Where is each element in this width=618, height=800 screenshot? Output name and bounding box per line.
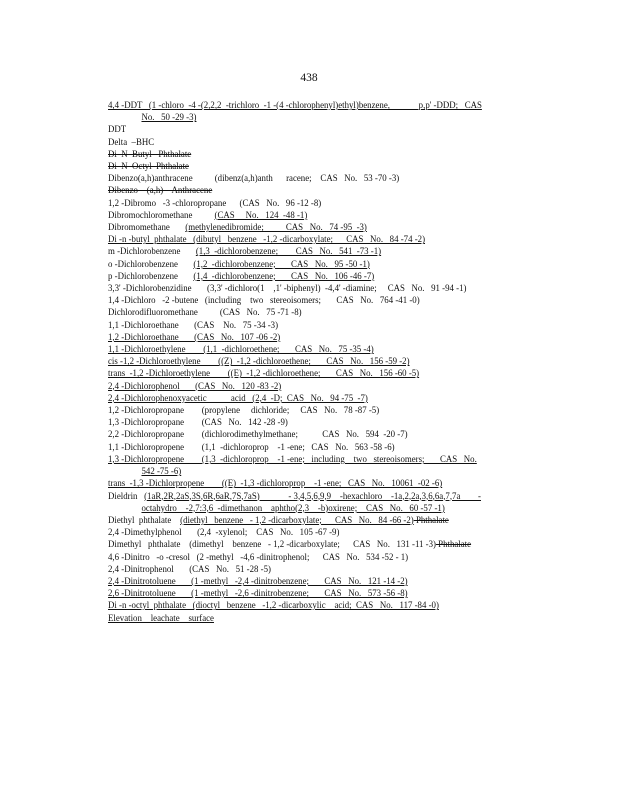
entry-text-segment: 3,3' -Dichlorobenzidine (3,3' -dichloro(1 ,1' -biphenyl) -4,4' -diamine; CAS No. 91 -94 -1): [108, 284, 467, 295]
entry-text-segment: Diethyl phthalate: [108, 515, 181, 526]
entry-line: [108, 161, 506, 173]
entry-line: [108, 381, 506, 393]
entry-text-segment: 1,2 -Dichloropropane (propylene dichloride; CAS No. 78 -87 -5): [108, 406, 380, 417]
entry-text-segment: 2,4 -Dichlorophenoxyacetic acid (2,4 -D; CAS No. 94 -75 -7): [108, 393, 368, 404]
entry-line: [108, 124, 506, 136]
entry-text-segment: Dieldrin: [108, 491, 145, 502]
entry-line: [108, 613, 506, 625]
chemical-entry-list: [108, 100, 506, 625]
entry-text-segment: DDT: [108, 125, 127, 136]
entry-line: [108, 405, 506, 417]
entry-line: [108, 173, 506, 185]
entry-text-segment: Di N Butyl Phthalate: [108, 149, 192, 160]
entry-text-segment: Delta –BHC: [108, 137, 155, 148]
entry-text-segment: Di N Octyl Phthalate: [108, 162, 189, 173]
entry-line: [108, 600, 506, 612]
entry-line: [108, 393, 506, 405]
entry-line: [108, 246, 506, 258]
entry-line: [108, 185, 506, 197]
entry-text-segment: Di -n -octyl phthalate (dioctyl benzene -1,2 -dicarboxylic acid; CAS No. 117 -84 -0): [108, 601, 439, 612]
entry-line: [108, 576, 506, 588]
entry-line: [108, 527, 506, 539]
entry-line: [108, 332, 506, 344]
entry-line: [108, 234, 506, 246]
entry-text-segment: Dimethyl phthalate (dimethyl benzene - 1,2 -dicarboxylate; CAS No. 131 -11 -3): [108, 540, 436, 551]
entry-text-segment: Dibenzo (a,h) Anthracene: [108, 186, 213, 197]
entry-line: [108, 552, 506, 564]
entry-text-segment: 1,1 -Dichloropropene (1,1 -dichloroprop -1 -ene; CAS No. 563 -58 -6): [108, 442, 395, 453]
entry-text-segment: Dibenzo(a,h)anthracene (dibenz(a,h)anth racene; CAS No. 53 -70 -3): [108, 174, 400, 185]
entry-line: [108, 368, 506, 380]
entry-line: [108, 491, 506, 515]
entry-line: [108, 564, 506, 576]
entry-line: [108, 149, 506, 161]
entry-text-segment: 1,2 -Dibromo -3 -chloropropane (CAS No. 96 -12 -8): [108, 198, 322, 209]
entry-text-segment: o -Dichlorobenzene: [108, 259, 194, 270]
entry-continuation: [108, 112, 506, 124]
entry-text-segment: Dichlorodifluoromethane (CAS No. 75 -71 -8): [108, 308, 302, 319]
entry-line: [108, 271, 506, 283]
entry-text-segment: 2,2 -Dichloropropane (dichlorodimethylmethane; CAS No. 594 -20 -7): [108, 430, 408, 441]
entry-text-segment: Di -n -butyl phthalate (dibutyl benzene -1,2 -dicarboxylate; CAS No. 84 -74 -2): [108, 235, 426, 246]
entry-text-segment: Dibromochloromethane: [108, 210, 215, 221]
entry-continuation: [108, 466, 506, 478]
entry-line: [108, 307, 506, 319]
entry-text-segment: p -Dichlorobenzene: [108, 271, 194, 282]
entry-text-segment: Phthalate: [413, 515, 449, 526]
entry-text-segment: 2,4 -Dinitrophenol (CAS No. 51 -28 -5): [108, 564, 271, 575]
entry-text-segment: m -Dichlorobenzene: [108, 247, 196, 258]
entry-text-segment: 542 -75 -6): [141, 467, 182, 478]
entry-text-segment: 4,6 -Dinitro -o -cresol (2 -methyl -4,6 -dinitrophenol; CAS No. 534 -52 - 1): [108, 552, 409, 563]
entry-text-segment: (1,2 -dichlorobenzene; CAS No. 95 -50 -1): [193, 259, 370, 270]
entry-text-segment: 2,6 -Dinitrotoluene (1 -methyl -2,6 -dinitrobenzene; CAS No. 573 -56 -8): [108, 589, 408, 600]
entry-line: [108, 344, 506, 356]
entry-line: [108, 442, 506, 454]
entry-text-segment: trans -1,2 -Dichloroethylene ((E) -1,2 -dichloroethene; CAS No. 156 -60 -5): [108, 369, 420, 380]
entry-text-segment: No. 50 -29 -3): [141, 113, 197, 124]
entry-line: [108, 295, 506, 307]
entry-line: [108, 320, 506, 332]
entry-line: [108, 222, 506, 234]
entry-text-segment: 1,3 -Dichloropropene (1,3 -dichloroprop -1 -ene; including two stereoisomers; CAS No.: [108, 454, 477, 465]
entry-text-segment: (1aR,2R,2aS,3S,6R,6aR,7S,7aS) - 3,4,5,6,9,9 -hexachloro -1a,2,2a,3,6,6a,7,7a -: [144, 491, 482, 502]
entry-line: [108, 259, 506, 271]
entry-line: [108, 198, 506, 210]
entry-text-segment: octahydro -2,7:3,6 -dimethanon aphtho(2,3 -b)oxirene; CAS No. 60 -57 -1): [141, 503, 445, 514]
entry-text-segment: (CAS No. 124 -48 -1): [214, 210, 308, 221]
entry-line: [108, 417, 506, 429]
entry-text-segment: 1,1 -Dichloroethylene (1,1 -dichloroethene; CAS No. 75 -35 -4): [108, 345, 374, 356]
entry-text-segment: 2,4 -Dimethylphenol (2,4 -xylenol; CAS No. 105 -67 -9): [108, 528, 340, 539]
entry-line: [108, 478, 506, 490]
entry-text-segment: 2,4 -Dinitrotoluene (1 -methyl -2,4 -dinitrobenzene; CAS No. 121 -14 -2): [108, 576, 408, 587]
entry-text-segment: 2,4 -Dichlorophenol (CAS No. 120 -83 -2): [108, 381, 282, 392]
entry-line: [108, 429, 506, 441]
entry-text-segment: Dibromomethane: [108, 223, 186, 234]
entry-text-segment: Elevation leachate surface: [108, 613, 214, 624]
entry-text-segment: Phthalate: [435, 540, 472, 551]
entry-text-segment: 1,2 -Dichloroethane (CAS No. 107 -06 -2): [108, 332, 281, 343]
entry-text-segment: (1,3 -dichlorobenzene; CAS No. 541 -73 -1): [195, 247, 382, 258]
entry-text-segment: (1,4 -dichlorobenzene; CAS No. 106 -46 -7): [193, 271, 375, 282]
entry-line: [108, 454, 506, 478]
entry-text-segment: 4,4 -DDT (1 -chloro -4 -(2,2,2 -trichloro -1 -(4 -chlorophenyl)ethyl)benzene, p,p' -DDD; CAS: [108, 101, 482, 111]
entry-line: [108, 515, 506, 527]
entry-text-segment: 1,4 -Dichloro -2 -butene (including two stereoisomers; CAS No. 764 -41 -0): [108, 296, 420, 307]
entry-line: [108, 588, 506, 600]
entry-line: [108, 283, 506, 295]
entry-text-segment: 1,1 -Dichloroethane (CAS No. 75 -34 -3): [108, 320, 279, 331]
entry-line: [108, 137, 506, 149]
entry-line: [108, 210, 506, 222]
entry-text-segment: cis -1,2 -Dichloroethylene ((Z) -1,2 -dichloroethene; CAS No. 156 -59 -2): [108, 357, 410, 368]
entry-line: [108, 539, 506, 551]
entry-continuation: [108, 503, 506, 515]
entry-line: [108, 356, 506, 368]
entry-line: [108, 100, 506, 124]
entry-text-segment: (diethyl benzene - 1,2 -dicarboxylate; CAS No. 84 -66 -2): [180, 515, 414, 526]
entry-text-segment: 1,3 -Dichloropropane (CAS No. 142 -28 -9): [108, 418, 288, 429]
entry-text-segment: trans -1,3 -Dichlorpropene ((E) -1,3 -dichloroprop -1 -ene; CAS No. 10061 -02 -6): [108, 479, 443, 490]
page-number: 438: [300, 72, 318, 84]
entry-text-segment: (methylenedibromide; CAS No. 74 -95 -3): [185, 223, 367, 234]
